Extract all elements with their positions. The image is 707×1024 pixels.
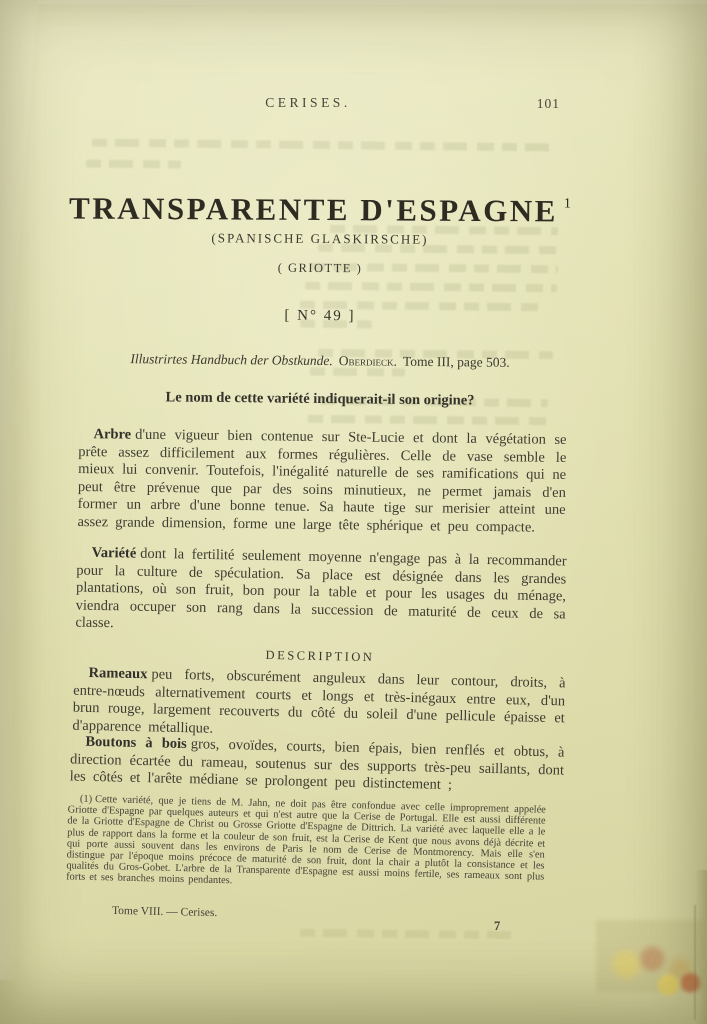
footnote [66,794,546,895]
paragraph-lead: Arbre [93,426,132,443]
reference-locator: Tome III, page 503. [402,353,510,370]
paragraph-lead: Rameaux [88,664,148,683]
subtitle-griotte: ( GRIOTTE ) [277,260,363,276]
paragraph-lead: Boutons à bois [85,733,187,753]
running-header: CERISES. [265,95,351,110]
page-edge-top [0,0,707,4]
footnote-text: Cette variété, que je tiens de M. Jahn, ne doit pas être confondue avec celle improprement appelée Griotte d'Espagne par quelques auteurs et qui n'est autre que la Cerise de Portugal. Elle est aussi différente de la Griotte d'Espagne de Christ ou Grosse Griotte d'Espagne de Dittrich. La variété avec laquelle elle a le plus de rapport dans la forme et la couleur de son fruit, est la Cerise de Kent que nous avons déjà décrite et qui porte aussi souvent dans les environs de Paris le nom de Cerise de Montmorency. Mais elle s'en distingue par l'époque moins précoce de maturité de son fruit, dont la chair a plutôt la consistance et les qualités du Gros-Gobet. L'arbre de la Transparente d'Espagne est aussi moins fertile, ses rameaux sont plus forts et ses branches moins pendantes. [66,794,546,888]
title-footnote-ref: 1 [563,196,571,212]
tome-signature: Tome VIII. — Cerises. [111,904,218,920]
paragraph-variete [75,545,567,642]
paragraph-arbre [77,426,566,538]
paragraph-text: dont la fertilité seulement moyenne n'engage pas à la recommander pour la culture de spéculation. Sa place est désignée dans les grandes plantations, où son fruit, bon pour la table et pour les usages du ménage, viendra occuper son rang dans la succession de maturité de ceux de sa classe. [75,545,567,632]
paragraph-rameaux [72,665,565,746]
color-plate-bleed-corner [653,967,705,1003]
page-title: TRANSPARENTE D'ESPAGNE [69,190,558,229]
question-heading: Le nom de cette variété indiquerait-il son origine? [165,389,475,409]
variety-title [60,190,580,229]
reference-work: Illustrirtes Handbuch der Obstkunde. [130,351,333,369]
bleed-through-line [308,415,548,426]
paragraph-boutons [69,733,564,797]
bleed-through-line [300,929,520,939]
subtitle-german: (SPANISCHE GLASKIRSCHE) [211,230,429,247]
bleed-through-line [305,282,557,293]
running-head-row [78,95,566,113]
reference-author: Oberdieck. [338,353,398,369]
bleed-through-line [92,139,557,152]
bleed-through-line [86,160,181,169]
page-number: 101 [536,96,560,111]
paragraph-lead: Variété [91,544,137,562]
paragraph-text: d'une vigueur bien contenue sur Ste-Lucie et dont la végétation se prête assez difficilement aux formes régulières. Celle de vase semble le mieux lui convenir. Toutefois, l'inégalité naturelle de ses ramifications qui ne peut être prévenue que par des soins minutieux, ne permet jamais d'en former un arbre d'une bonne tenue. Sa haute tige sur merisier atteint une assez grande dimension, forme une large tête sphérique et peu compacte. [77,426,567,536]
section-heading-description: DESCRIPTION [265,647,375,665]
catalog-number: [ N° 49 ] [284,307,356,325]
paragraph-text: peu forts, obscurément anguleux dans leur contour, droits, à entre-nœuds alternativement courts et longs et très-inégaux entre eux, d'un brun rouge, largement recouverts du côté du soleil d'une pellicule épaisse et d'apparence métallique. [72,666,566,737]
signature-mark: 7 [494,919,501,933]
page-edge-left-inner [0,0,18,980]
paragraph-text: gros, ovoïdes, courts, bien épais, bien renflés et obtus, à direction écartée du rameau, soutenus sur des supports très-peu saillants, dont les côtés et l'arête médiane se prolongent peu distinctement ; [69,736,565,794]
footnote-marker: (1) [79,794,93,806]
